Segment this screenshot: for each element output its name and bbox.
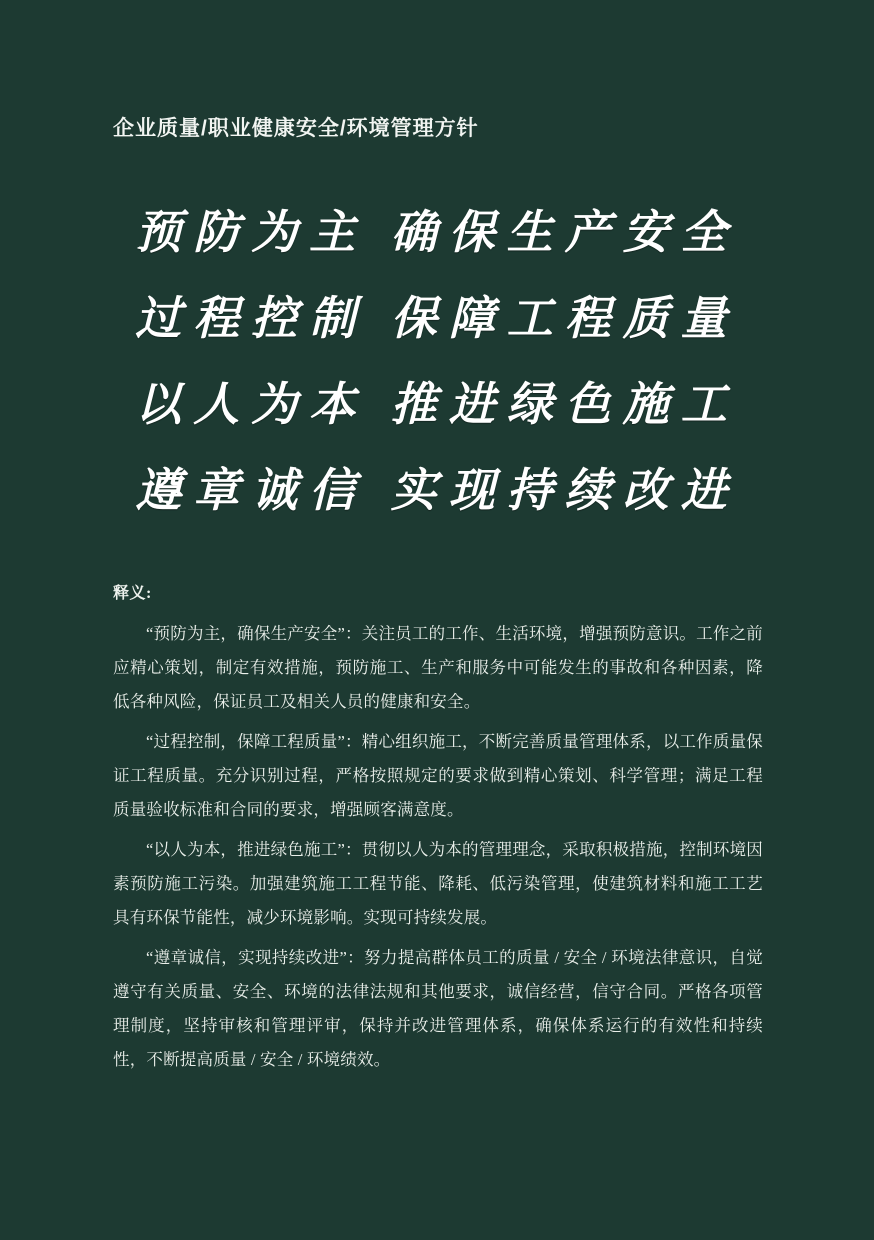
slogan-line-2: 过程控制 保障工程质量 [135, 293, 739, 344]
explanation-paragraph-4: “遵章诚信，实现持续改进”：努力提高群体员工的质量 / 安全 / 环境法律意识，自觉遵守有关质量、安全、环境的法律法规和其他要求，诚信经营，信守合同。严格各项管理制度，坚持审核和管理评审，保持并改进管理体系，确保体系运行的有效性和持续性，不断提高质量 / 安全 / 环境绩效。 [113, 948, 763, 1069]
explanation-label: 释义: [113, 585, 152, 602]
explanation-paragraph-1: “预防为主，确保生产安全”：关注员工的工作、生活环境，增强预防意识。工作之前应精心策划，制定有效措施，预防施工、生产和服务中可能发生的事故和各种因素，降低各种风险，保证员工及相关人员的健康和安全。 [113, 624, 763, 711]
explanation-section [113, 580, 763, 1083]
page-title: 企业质量/职业健康安全/环境管理方针 [113, 117, 479, 140]
slogan-line-1: 预防为主 确保生产安全 [135, 207, 739, 258]
explanation-paragraph-3: “以人为本，推进绿色施工”：贯彻以人为本的管理理念，采取积极措施，控制环境因素预防施工污染。加强建筑施工工程节能、降耗、低污染管理，使建筑材料和施工工艺具有环保节能性，减少环境影响。实现可持续发展。 [113, 840, 763, 927]
slogan-line-4: 遵章诚信 实现持续改进 [135, 465, 739, 516]
slogan-block [0, 190, 874, 534]
explanation-paragraph-2: “过程控制，保障工程质量”：精心组织施工，不断完善质量管理体系，以工作质量保证工程质量。充分识别过程，严格按照规定的要求做到精心策划、科学管理；满足工程质量验收标准和合同的要求，增强顾客满意度。 [113, 732, 763, 819]
slogan-line-3: 以人为本 推进绿色施工 [135, 379, 739, 430]
